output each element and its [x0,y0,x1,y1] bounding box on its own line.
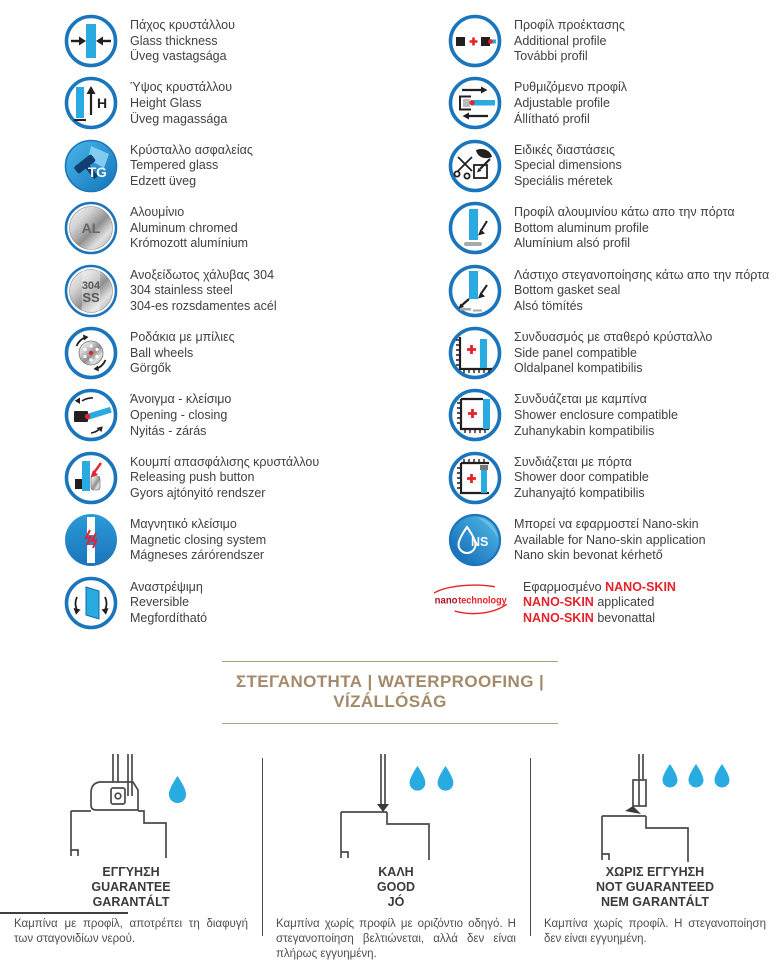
legend-entry-bottom-aluminum-profile [390,200,780,262]
legend-entry-text [514,325,712,377]
legend-entry-side-panel-compatible [390,325,780,387]
label-en: Reversible [130,595,190,610]
rating-hu: JÓ [387,894,405,909]
waterproofing-section-title: ΣΤΕΓΑΝΟΤΗΤΑ | WATERPROOFING | VÍZÁLLÓSÁG [222,661,558,724]
label-hu: Üveg vastagsága [130,49,227,64]
label-hu: Oldalpanel kompatibilis [514,361,643,376]
legend-entry-text [130,387,231,439]
profile-drawing [16,754,246,862]
label-el: Προφίλ αλουμινίου κάτω απο την πόρτα [514,205,735,220]
label-hu: 304-es rozsdamentes acél [130,298,277,313]
label-en: Special dimensions [514,158,622,173]
legend-entry-shower-door-compatible [390,450,780,512]
label-el: Αναστρέψιμη [130,579,203,594]
legend-entry-text [514,387,678,439]
legend-entry-text [130,75,232,127]
waterproofing-section [0,752,780,960]
glass-height-icon [63,75,119,131]
rating-el: ΕΓΓΥΗΣΗ [102,864,160,879]
label-hu: Állítható profil [514,111,590,126]
legend-entry-reversible [0,575,390,637]
label-el: Ανοξείδωτος χάλυβας 304 [130,267,275,282]
nanotechnology-logo [428,582,512,618]
label-hu: NANO-SKIN bevonattal [523,610,656,625]
label-hu: Üveg magassága [130,111,228,126]
legend-entry-tempered-glass [0,138,390,200]
svg-text:nano: nano [434,594,458,606]
legend-entry-text [514,75,627,127]
label-hu: Mágneses zárórendszer [130,548,265,563]
legend-entry-special-dimensions [390,138,780,200]
svg-text:304: 304 [81,279,101,292]
water-drop-icon [438,766,454,791]
label-hu: Alsó tömítés [514,298,583,313]
label-hu: Speciális méretek [514,173,613,188]
shower-door-compatible-icon [447,450,503,506]
nano-skin-red-text: NANO-SKIN [605,579,676,594]
label-en: 304 stainless steel [130,283,233,298]
svg-text:AL: AL [81,220,101,237]
label-hu: Nyitás - zárás [130,423,207,438]
legend-entry-text [514,13,625,65]
legend-entry-aluminum [0,200,390,262]
legend-entry-nano-skin-applied [390,575,780,637]
legend-entry-ball-wheels [0,325,390,387]
label-el: Άνοιγμα - κλείσιμο [130,392,232,407]
adjustable-profile-icon [447,75,503,131]
bottom-aluminum-profile-icon [447,200,503,256]
rating-labels [262,865,530,910]
label-hu: Edzett üveg [130,173,197,188]
legend-entry-text [130,325,235,377]
label-en: Glass thickness [130,33,218,48]
legend-entry-text [514,512,706,564]
label-el: Πάχος κρυστάλλου [130,18,235,32]
ball-wheels-icon [63,325,119,381]
water-drop-icon [689,764,704,788]
legend-entry-text [130,200,248,252]
water-drop-icon [715,764,730,788]
svg-text:H: H [97,95,108,112]
additional-profile-icon [447,13,503,69]
svg-text:technology: technology [458,594,508,606]
label-en: Side panel compatible [514,345,637,360]
shower-enclosure-compatible-icon [447,387,503,443]
legend-entry-nano-skin [390,512,780,574]
label-en: Bottom aluminum profile [514,220,649,235]
legend-entry-text [514,450,649,502]
label-hu: További profil [514,49,588,64]
water-drop-icon [663,764,678,788]
label-hu: Alumínium alsó profil [514,236,631,251]
nano-skin-red-text: NANO-SKIN [523,610,594,625]
rating-el: ΚΑΛΗ [378,864,414,879]
opening-closing-icon [63,387,119,443]
legend-entry-text [523,575,676,627]
legend-entry-text [130,575,207,627]
legend-entry-additional-profile [390,13,780,75]
label-el: Κουμπί απασφάλισης κρυστάλλου [130,454,320,469]
legend-entry-text [130,450,319,502]
reversible-icon [63,575,119,631]
label-en: Releasing push button [130,470,255,485]
label-el: Ειδικές διαστάσεις [514,142,615,157]
label-hu: Krómozott alumínium [130,236,249,251]
column-divider [530,758,531,936]
label-en: Height Glass [130,95,202,110]
label-en: Shower door compatible [514,470,649,485]
releasing-push-button-icon [63,450,119,506]
legend-column-right [390,13,780,637]
label-en: Available for Nano-skin application [514,532,706,547]
tempered-glass-icon [63,138,119,194]
label-hu: Zuhanyajtó kompatibilis [514,485,645,500]
label-hu: Zuhanykabin kompatibilis [514,423,655,438]
label-el: Ροδάκια με μπίλιες [130,329,235,344]
waterproofing-col-guarantee [0,752,262,962]
waterproofing-col-not-guaranteed [530,752,780,962]
label-en: Magnetic closing system [130,532,267,547]
diagram-profile-guarantee [0,752,262,864]
rating-en: NOT GUARANTEED [595,879,715,894]
label-hu: Megfordítható [130,610,208,625]
rating-labels [0,865,262,910]
label-el: Λάστιχο στεγανοποίησης κάτω απο την πόρτα [514,267,770,282]
svg-text:SS: SS [82,289,100,305]
legend-entry-text [130,13,235,65]
legend-entry-text [514,200,735,252]
label-en: Additional profile [514,33,607,48]
profile-drawing [540,754,770,862]
label-en: Ball wheels [130,345,194,360]
water-drop-icon [169,776,186,803]
side-panel-compatible-icon [447,325,503,381]
diagram-no-profile [530,752,780,864]
label-en: Tempered glass [130,158,219,173]
rating-en: GOOD [376,879,416,894]
glass-thickness-icon [63,13,119,69]
label-el: Αλουμίνιο [130,205,185,220]
water-drop-icon [410,766,426,791]
legend-entry-shower-enclosure-compatible [390,387,780,449]
diagram-no-profile-guide [262,752,530,864]
label-el: Μπορεί να εφαρμοστεί Nano-skin [514,517,699,532]
rating-el: ΧΩΡΙΣ ΕΓΓΥΗΣΗ [605,864,705,879]
legend-entry-glass-thickness [0,13,390,75]
label-hu: Gyors ajtónyitó rendszer [130,485,266,500]
label-en: NANO-SKIN applicated [523,595,655,610]
label-en: Aluminum chromed [130,220,238,235]
label-el: Συνδυάζεται με καμπίνα [514,392,647,407]
legend-entry-magnetic-closing [0,512,390,574]
legend-entry-text [514,138,622,190]
svg-text:NS: NS [471,535,489,550]
stainless-steel-304-icon [63,263,119,319]
legend-entry-adjustable-profile [390,75,780,137]
legend-entry-bottom-gasket-seal [390,263,780,325]
rating-hu: NEM GARANTÁLT [600,894,710,909]
legend-entry-stainless-steel [0,263,390,325]
rating-hu: GARANTÁLT [92,894,170,909]
rating-en: GUARANTEE [91,879,171,894]
label-el: Ρυθμιζόμενο προφίλ [514,80,628,95]
label-el: Συνδυασμός με σταθερό κρύσταλλο [514,329,713,344]
legend-entry-opening-closing [0,387,390,449]
special-dimensions-icon [447,138,503,194]
label-hu: Nano skin bevonat kérhető [514,548,663,563]
bottom-gasket-seal-icon [447,263,503,319]
label-hu: Görgők [130,361,171,376]
aluminum-chromed-icon [63,200,119,256]
nano-skin-icon [447,512,503,568]
legend-entry-text [130,512,266,564]
label-en: Adjustable profile [514,95,610,110]
nano-skin-red-text: NANO-SKIN [523,595,594,610]
legend-entry-text [130,138,253,190]
rating-description: Καμπίνα με προφίλ, αποτρέπει τη διαφυγή των σταγονιδίων νερού. [14,917,248,945]
legend-entry-glass-height [0,75,390,137]
label-el: Συνδιάζεται με πόρτα [514,454,632,469]
legend-entry-releasing-push-button [0,450,390,512]
legend-column-left [0,13,390,637]
column-divider [262,758,263,936]
rating-description: Καμπίνα χωρίς προφίλ με οριζόντιο οδηγό. Η στεγανοποίηση βελτιώνεται, αλλά δεν είναι πλήρως εγγυημένη. [276,917,516,960]
profile-drawing [281,754,511,862]
label-el: Ύψος κρυστάλλου [130,80,233,95]
label-el: Κρύσταλλο ασφαλείας [130,142,253,157]
label-en: Shower enclosure compatible [514,407,678,422]
legend-entry-text [514,263,769,315]
svg-text:TG: TG [88,164,107,180]
label-en: Bottom gasket seal [514,283,621,298]
label-el: Εφαρμοσμένο NANO-SKIN [523,579,676,594]
rating-description: Καμπίνα χωρίς προφίλ. Η στεγανοποίηση δεν είναι εγγυημένη. [544,917,766,945]
label-en: Opening - closing [130,407,228,422]
rating-labels [530,865,780,910]
magnetic-closing-icon [63,512,119,568]
waterproofing-col-good [262,752,530,962]
label-el: Μαγνητικό κλείσιμο [130,517,237,532]
legend-entry-text [130,263,277,315]
page-bottom-rule [0,912,128,914]
label-el: Προφίλ προέκτασης [514,18,625,32]
